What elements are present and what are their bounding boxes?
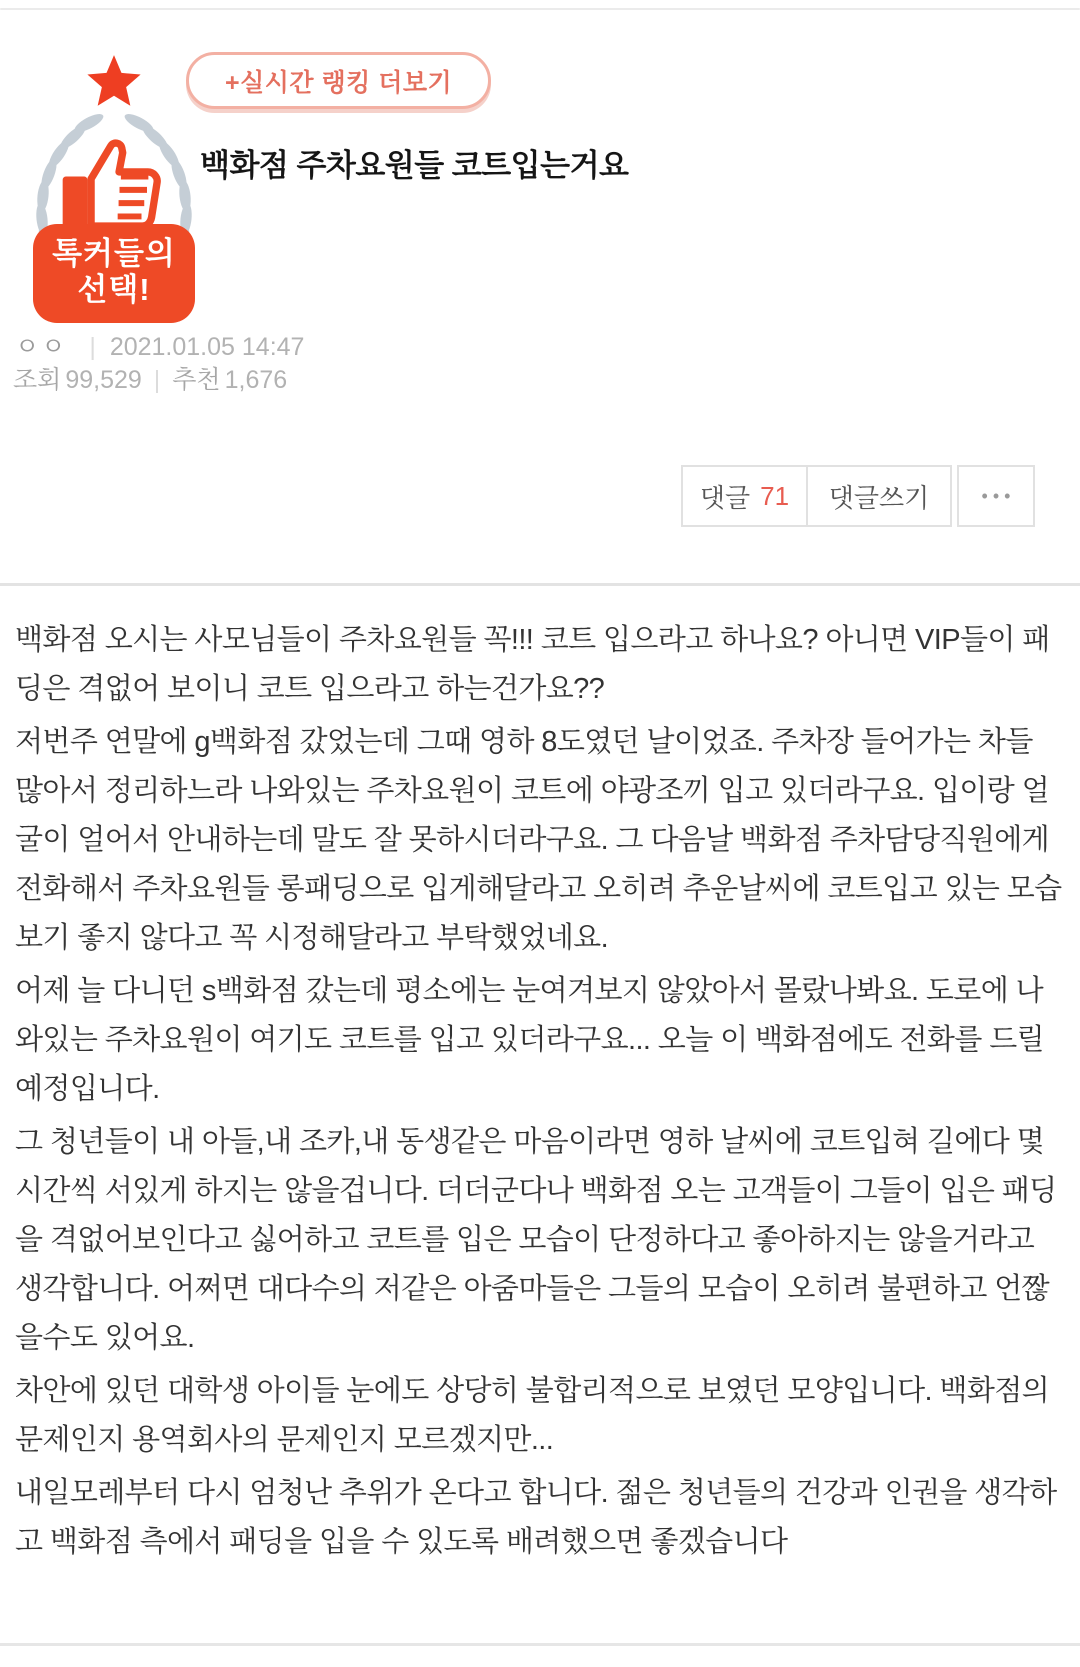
post-paragraph: 저번주 연말에 g백화점 갔었는데 그때 영하 8도였던 날이었죠. 주차장 들어가는 차들 많아서 정리하느라 나와있는 주차요원이 코트에 야광조끼 입고 있더라구요. 입이랑 얼굴이 얼어서 안내하는데 말도 잘 못하시더라구요. 그 다음날 백화점 주차담당직원에게 전화해서 주차요원들 롱패딩으로 입게해달라고 오히려 추운날씨에 코트입고 있는 모습 보기 좋지 않다고 꼭 시정해달라고 부탁했었네요.	[15, 726, 1062, 954]
talkers-choice-label	[33, 224, 195, 323]
views-label: 조회	[13, 366, 62, 394]
post-paragraph: 차안에 있던 대학생 아이들 눈에도 상당히 불합리적으로 보였던 모양입니다. 백화점의 문제인지 용역회사의 문제인지 모르겠지만...	[15, 1375, 1050, 1456]
post-body	[0, 616, 1080, 1571]
post-meta-stats-row	[13, 360, 287, 396]
talkers-choice-label-line2: 선택!	[77, 272, 151, 308]
post-title: 백화점 주차요원들 코트입는거요	[200, 148, 629, 183]
likes-label: 추천	[172, 366, 221, 394]
comments-button[interactable]	[683, 467, 806, 525]
bottom-divider	[0, 1643, 1080, 1646]
comment-buttons-group	[681, 465, 952, 527]
post-paragraph: 그 청년들이 내 아들,내 조카,내 동생같은 마음이라면 영하 날씨에 코트입혀 길에다 몇 시간씩 서있게 하지는 않을겁니다. 더더군다나 백화점 오는 고객들이 그들이 입은 패딩을 격없어보인다고 싫어하고 코트를 입은 모습이 단정하다고 좋아하지는 않을거라고 생각합니다. 어쩌면 대다수의 저같은 아줌마들은 그들의 모습이 오히려 불편하고 언짢을수도 있어요.	[15, 1126, 1057, 1354]
more-icon: •••	[981, 485, 1016, 506]
talkers-choice-badge	[25, 55, 203, 323]
top-divider	[0, 8, 1080, 10]
post-paragraph: 백화점 오시는 사모님들이 주차요원들 꼭!!! 코트 입으라고 하나요? 아니면 VIP들이 패딩은 격없어 보이니 코트 입으라고 하는건가요??	[15, 624, 1050, 705]
post-paragraph: 어제 늘 다니던 s백화점 갔는데 평소에는 눈여겨보지 않았아서 몰랐나봐요. 도로에 나와있는 주차요원이 여기도 코트를 입고 있더라구요... 오늘 이 백화점에도 전화를 드릴 예정입니다.	[15, 975, 1045, 1105]
more-options-button[interactable]	[957, 465, 1035, 527]
post-actions	[681, 465, 1035, 527]
write-comment-button[interactable]: 댓글쓰기	[806, 467, 950, 525]
post-meta-author-row	[15, 327, 304, 363]
talkers-choice-label-line1: 톡커들의	[52, 235, 176, 271]
comments-button-label: 댓글	[699, 482, 751, 513]
author-name[interactable]: ㅇㅇ	[15, 333, 68, 361]
comments-count: 71	[760, 480, 790, 511]
likes-count: 1,676	[224, 366, 288, 394]
stats-separator: |	[153, 366, 161, 394]
post-datetime: 2021.01.05 14:47	[109, 333, 305, 361]
views-count: 99,529	[65, 366, 142, 394]
meta-separator: |	[89, 333, 96, 361]
post-paragraph: 내일모레부터 다시 엄청난 추위가 온다고 합니다. 젊은 청년들의 건강과 인권을 생각하고 백화점 측에서 패딩을 입을 수 있도록 배려했으면 좋겠습니다	[15, 1477, 1057, 1558]
realtime-ranking-button[interactable]: +실시간 랭킹 더보기	[186, 52, 491, 109]
content-divider	[0, 583, 1080, 586]
